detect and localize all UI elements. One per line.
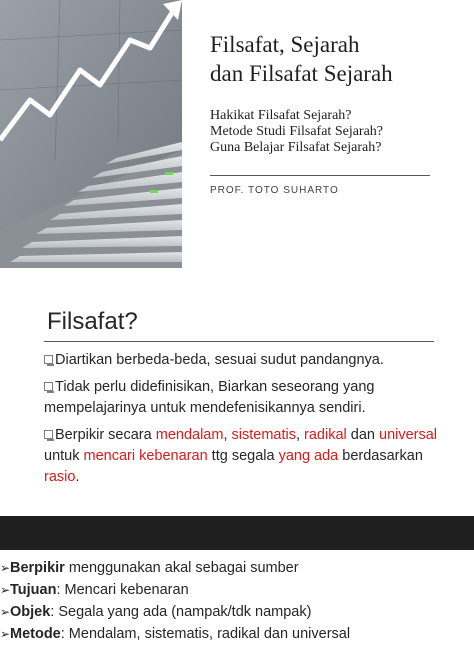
staircase-chart-image (0, 0, 182, 268)
bullet-text: dan (346, 427, 379, 443)
highlighted-term: mencari kebenaran (83, 448, 208, 464)
bullet-text: , (223, 427, 232, 443)
subtitle-1: Hakikat Filsafat Sejarah? (210, 108, 352, 123)
bullet-item (44, 350, 454, 371)
title-line-2: dan Filsafat Sejarah (210, 61, 393, 86)
bullet-item (44, 377, 454, 419)
checkbox-bullet-icon (44, 382, 53, 391)
item-label: Metode (10, 626, 61, 642)
highlighted-term: radikal (304, 427, 347, 443)
arrow-bullet-icon: ➢ (0, 583, 11, 597)
highlighted-term: sistematis (231, 427, 296, 443)
bullet-list (44, 350, 454, 494)
heading-divider (44, 341, 434, 342)
arrow-bullet-icon: ➢ (0, 627, 11, 641)
arrow-bullet-icon: ➢ (0, 605, 11, 619)
bullet-text: , (295, 427, 305, 443)
item-text: : Mendalam, sistematis, radikal dan universal (60, 626, 351, 642)
arrow-item (0, 623, 474, 645)
subtitle-2: Metode Studi Filsafat Sejarah? (210, 124, 384, 139)
bullet-text: Tidak perlu didefinisikan, Biarkan seseorang yang mempelajarinya untuk mendefenisikannya sendiri. (44, 379, 375, 416)
arrow-item (0, 579, 474, 601)
bullet-text: Diartikan berbeda-beda, sesuai sudut pandangnya. (55, 352, 384, 368)
arrow-list (0, 557, 474, 645)
bullet-text: ttg segala (207, 448, 279, 464)
checkbox-bullet-icon (44, 355, 53, 364)
item-label: Berpikir (10, 560, 65, 576)
bullet-item (44, 425, 454, 488)
slide-header-band (0, 516, 474, 550)
item-text: : Mencari kebenaran (56, 582, 189, 598)
bullet-text: Berpikir secara (55, 427, 156, 443)
title-line-1: Filsafat, Sejarah (210, 32, 360, 57)
item-label: Objek (10, 604, 51, 620)
slide-filsafat (0, 280, 474, 516)
subtitle-3: Guna Belajar Filsafat Sejarah? (210, 140, 382, 155)
subtitle-list (210, 108, 470, 156)
checkbox-bullet-icon (44, 430, 53, 439)
arrow-item (0, 557, 474, 579)
slide-heading: Filsafat? (47, 308, 138, 335)
presentation-title (210, 30, 470, 88)
arrow-bullet-icon: ➢ (0, 561, 11, 575)
highlighted-term: mendalam (155, 427, 224, 443)
slide-title (0, 0, 474, 268)
bullet-text: berdasarkan (338, 448, 423, 464)
arrow-item (0, 601, 474, 623)
author-name: PROF. TOTO SUHARTO (210, 185, 339, 196)
highlighted-term: yang ada (278, 448, 339, 464)
title-divider (210, 175, 430, 176)
slide-berpikir (0, 550, 474, 642)
highlighted-term: universal (379, 427, 438, 443)
item-label: Tujuan (10, 582, 57, 598)
highlighted-term: rasio (44, 469, 76, 485)
bullet-text: . (75, 469, 80, 485)
item-text: menggunakan akal sebagai sumber (64, 560, 299, 576)
bullet-text: untuk (44, 448, 84, 464)
slide-gap (0, 268, 474, 278)
item-text: : Segala yang ada (nampak/tdk nampak) (50, 604, 312, 620)
